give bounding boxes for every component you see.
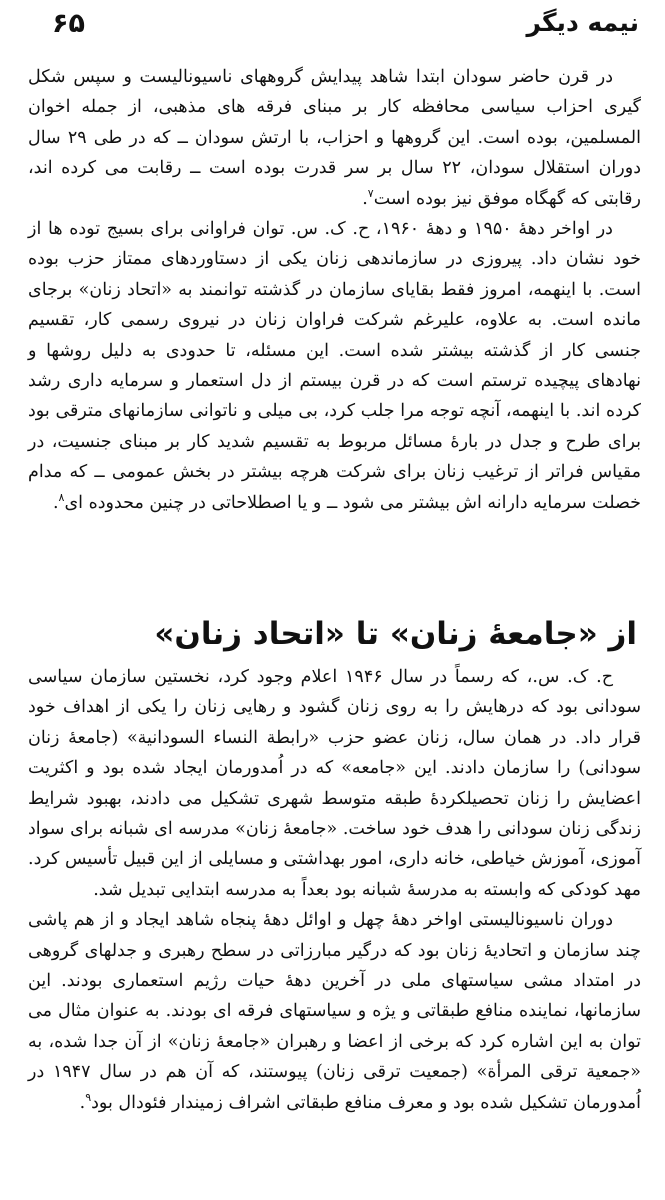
paragraph-end: . [79,1092,86,1113]
paragraph [28,214,641,518]
paragraph-end: . [52,492,59,513]
footnote-marker: ۹ [85,1090,92,1104]
paragraph-end: . [362,188,368,209]
running-header [38,6,639,46]
body-text-bottom [28,662,641,1118]
footnote-marker: ۸ [58,490,65,504]
paragraph-text: دوران ناسیونالیستی اواخر دههٔ چهل و اوائل دههٔ پنجاه شاهد ایجاد و از هم پاشی چند سازمان و اتحادیهٔ زنان بود که درگیر مبارزاتی در سطح رهبری و جدلهای گروهی در امتداد مشی سیاستهای ملی در آخرین دههٔ حیات رژیم استعماری بودند. این سازمانها، نماینده منافع طبقاتی و یژه و سیاستهای فرقه ای بودند. به عنوان مثال می توان به این اشاره کرد که برخی از اعضا و رهبران «جامعهٔ زنان» از آن جدا شده، به «جمعية ترقی المرأة» (جمعیت ترقی زنان) پیوستند، که آن هم در سال ۱۹۴۷ در اُمدورمان تشکیل شده بود و معرف منافع طبقاتی اشراف زمیندار فئودال بود [28,910,642,1113]
book-page [28,0,641,1200]
body-text-top [28,62,641,518]
paragraph-text: ح. ک. س.، که رسماً در سال ۱۹۴۶ اعلام وجود کرد، نخستین سازمان سیاسی سودانی بود که درهایش را به روی زنان گشود و رهایی زنان را یکی از اهداف خود قرار داد. در همان سال، زنان عضو حزب «رابطة النساء السودانية» (جامعهٔ زنان سودانی) را سازمان دادند. این «جامعه» که در اُمدورمان ایجاد شده بود و اکثریت اعضایش را زنان تحصیلکردهٔ طبقه متوسط شهری تشکیل می دادند، بهبود شرایط زندگی زنان سودانی را هدف خود ساخت. «جامعهٔ زنان» مدرسه ای شبانه برای سواد آموزی، آموزش خیاطی، خانه داری، امور بهداشتی و مسایلی از این قبیل تأسیس کرد. مهد کودکی که وابسته به مدرسهٔ شبانه بود بعداً به مدرسه ابتدایی تبدیل شد. [28,667,641,900]
running-title: نیمه دیگر [526,8,639,37]
paragraph [28,62,641,214]
page-number: ۶۵ [52,8,85,39]
footnote-marker: ۷ [367,186,374,200]
paragraph [28,662,641,905]
paragraph-text: در اواخر دههٔ ۱۹۵۰ و دههٔ ۱۹۶۰، ح. ک. س. توان فراوانی برای بسیج توده ها از خود نشان داد. پیروزی در سازماندهی زنان یکی از دستاوردهای ممتاز حزب بوده است. با اینهمه، امروز فقط بقایای سازمان در گذشته توانمند به «اتحاد زنان» برجای مانده است. به علاوه، علیرغم شرکت فراوان زنان در نیروی رسمی کار، تقسیم جنسی کار از گذشته بیشتر شده است. این مسئله، تا حدودی به دلیل روشها و نهادهای پیچیده ترستم است که در قرن بیستم از دل استعمار و سرمایه داری رشد کرده اند. با اینهمه، آنچه توجه مرا جلب کرد، بی میلی و ناتوانی سازمانهای مترقی بود برای طرح و جدل در بارهٔ مسائل مربوط به تقسیم شدید کار بر مبنای جنسیت، در مقیاس فراتر از ترغیب زنان برای شرکت هرچه بیشتر در بخش عمومی ــ که مدام خصلت سرمایه دارانه اش بیشتر می شود ــ و یا اصطلاحاتی در چنین محدوده ای [28,219,641,513]
paragraph [28,905,641,1118]
paragraph-text: در قرن حاضر سودان ابتدا شاهد پیدایش گروههای ناسیونالیست و سپس شکل گیری احزاب سیاسی محافظه کار بر مبنای فرقه های مذهبی، از جمله اخوان المسلمین، بوده است. این گروهها و احزاب، با ارتش سودان ــ که در طی ۲۹ سال دوران استقلال سودان، ۲۲ سال بر سر قدرت بوده است ــ رقابت می کرده اند، رقابتی که گهگاه موفق نیز بوده است [28,67,641,209]
section-heading: از «جامعهٔ زنان» تا «اتحاد زنان» [154,616,637,652]
